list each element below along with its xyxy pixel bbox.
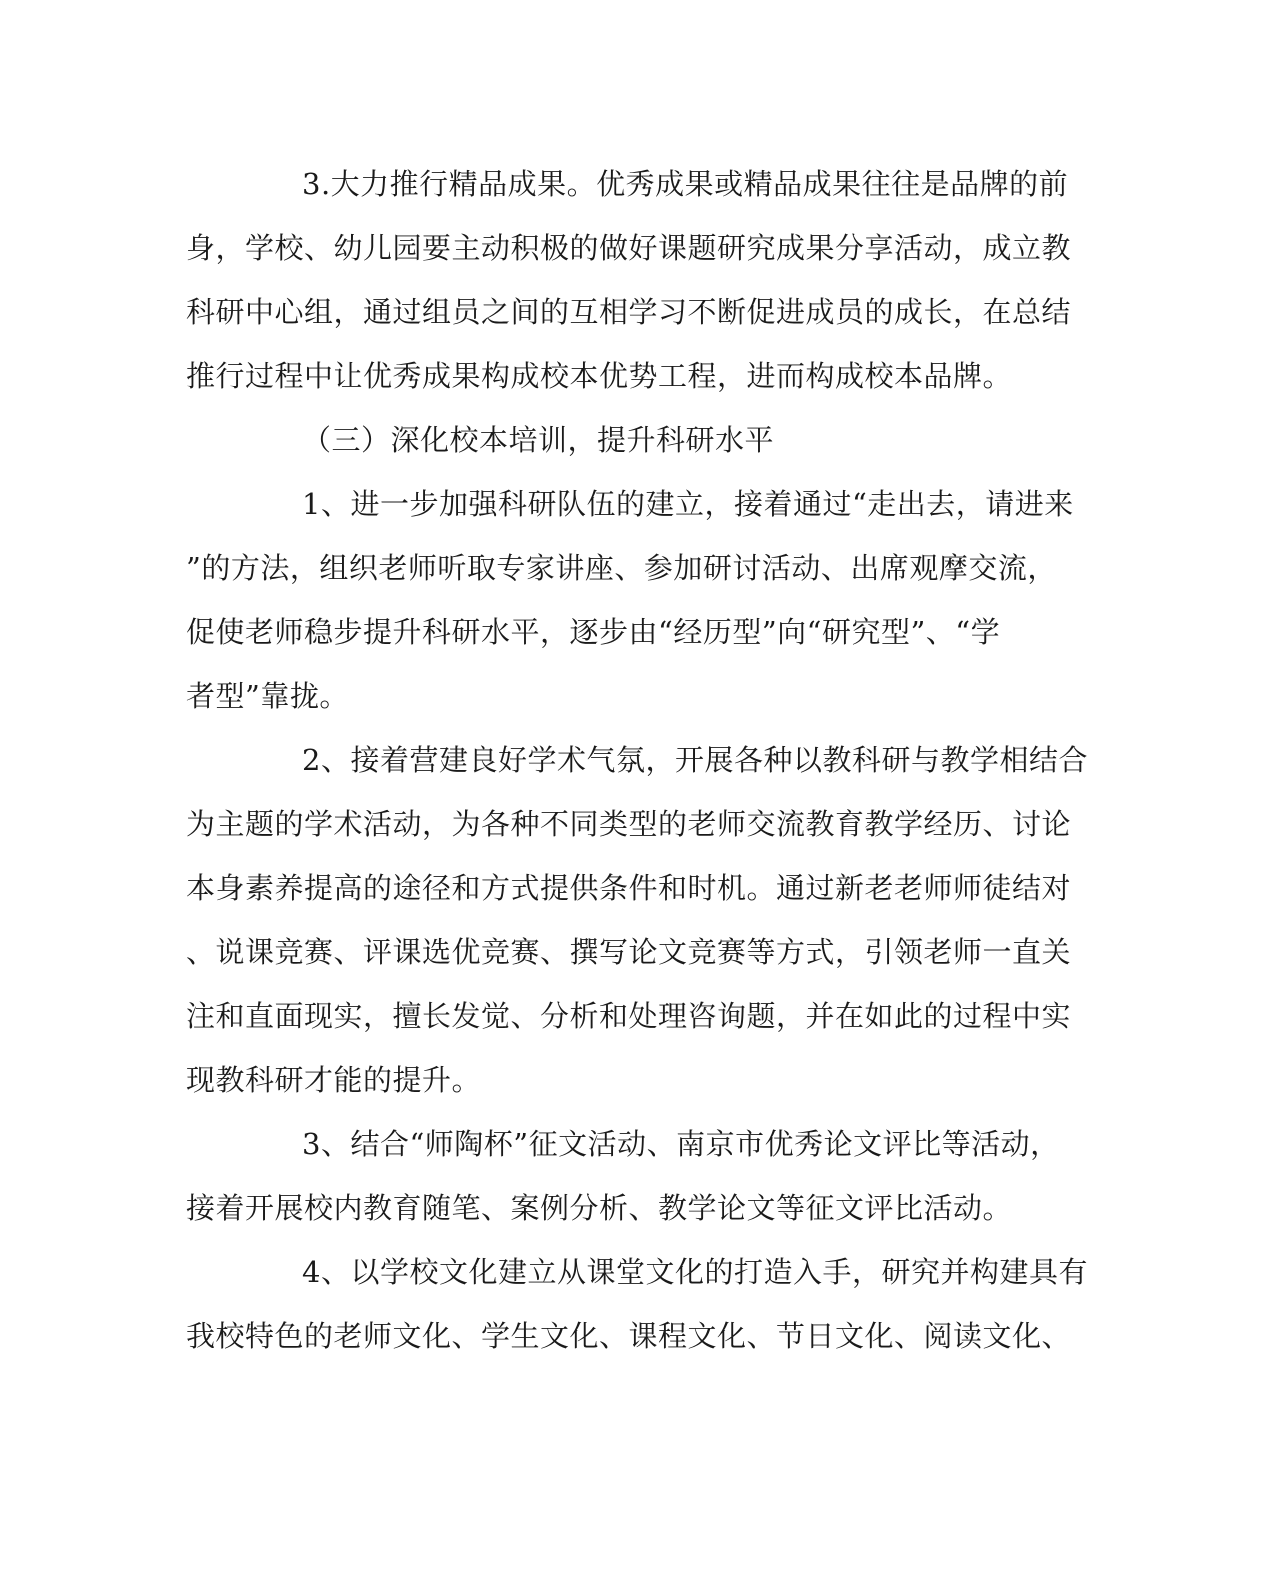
section-heading: （三）深化校本培训，提升科研水平 [302,423,775,457]
paragraph-line: 4、以学校文化建立从课堂文化的打造入手，研究并构建具有 [302,1255,1088,1289]
paragraph-line: 我校特色的老师文化、学生文化、课程文化、节日文化、阅读文化、 [186,1319,1072,1353]
document-body [186,152,1088,1368]
paragraph-line: 、说课竞赛、评课选优竞赛、撰写论文竞赛等方式，引领老师一直关 [186,935,1072,969]
paragraph-line: 科研中心组，通过组员之间的互相学习不断促进成员的成长，在总结 [186,295,1072,329]
paragraph-line: 推行过程中让优秀成果构成校本优势工程，进而构成校本品牌。 [186,359,1013,393]
paragraph-line: 现教科研才能的提升。 [186,1063,482,1097]
paragraph-line: 3、结合“师陶杯”征文活动、南京市优秀论文评比等活动， [302,1127,1060,1161]
paragraph-line: 者型”靠拢。 [186,679,349,713]
paragraph-line: 为主题的学术活动，为各种不同类型的老师交流教育教学经历、讨论 [186,807,1072,841]
paragraph-line: ”的方法，组织老师听取专家讲座、参加研讨活动、出席观摩交流， [186,551,1057,585]
paragraph-line: 1、进一步加强科研队伍的建立，接着通过“走出去，请进来 [302,487,1074,521]
paragraph-line: 促使老师稳步提升科研水平，逐步由“经历型”向“研究型”、“学 [186,615,1001,649]
paragraph-line: 2、接着营建良好学术气氛，开展各种以教科研与教学相结合 [302,743,1088,777]
paragraph-line: 本身素养提高的途径和方式提供条件和时机。通过新老老师师徒结对 [186,871,1072,905]
paragraph-line: 注和直面现实，擅长发觉、分析和处理咨询题，并在如此的过程中实 [186,999,1072,1033]
paragraph-line: 接着开展校内教育随笔、案例分析、教学论文等征文评比活动。 [186,1191,1013,1225]
paragraph-line: 3.大力推行精品成果。优秀成果或精品成果往往是品牌的前 [302,167,1069,201]
paragraph-line: 身，学校、幼儿园要主动积极的做好课题研究成果分享活动，成立教 [186,231,1072,265]
